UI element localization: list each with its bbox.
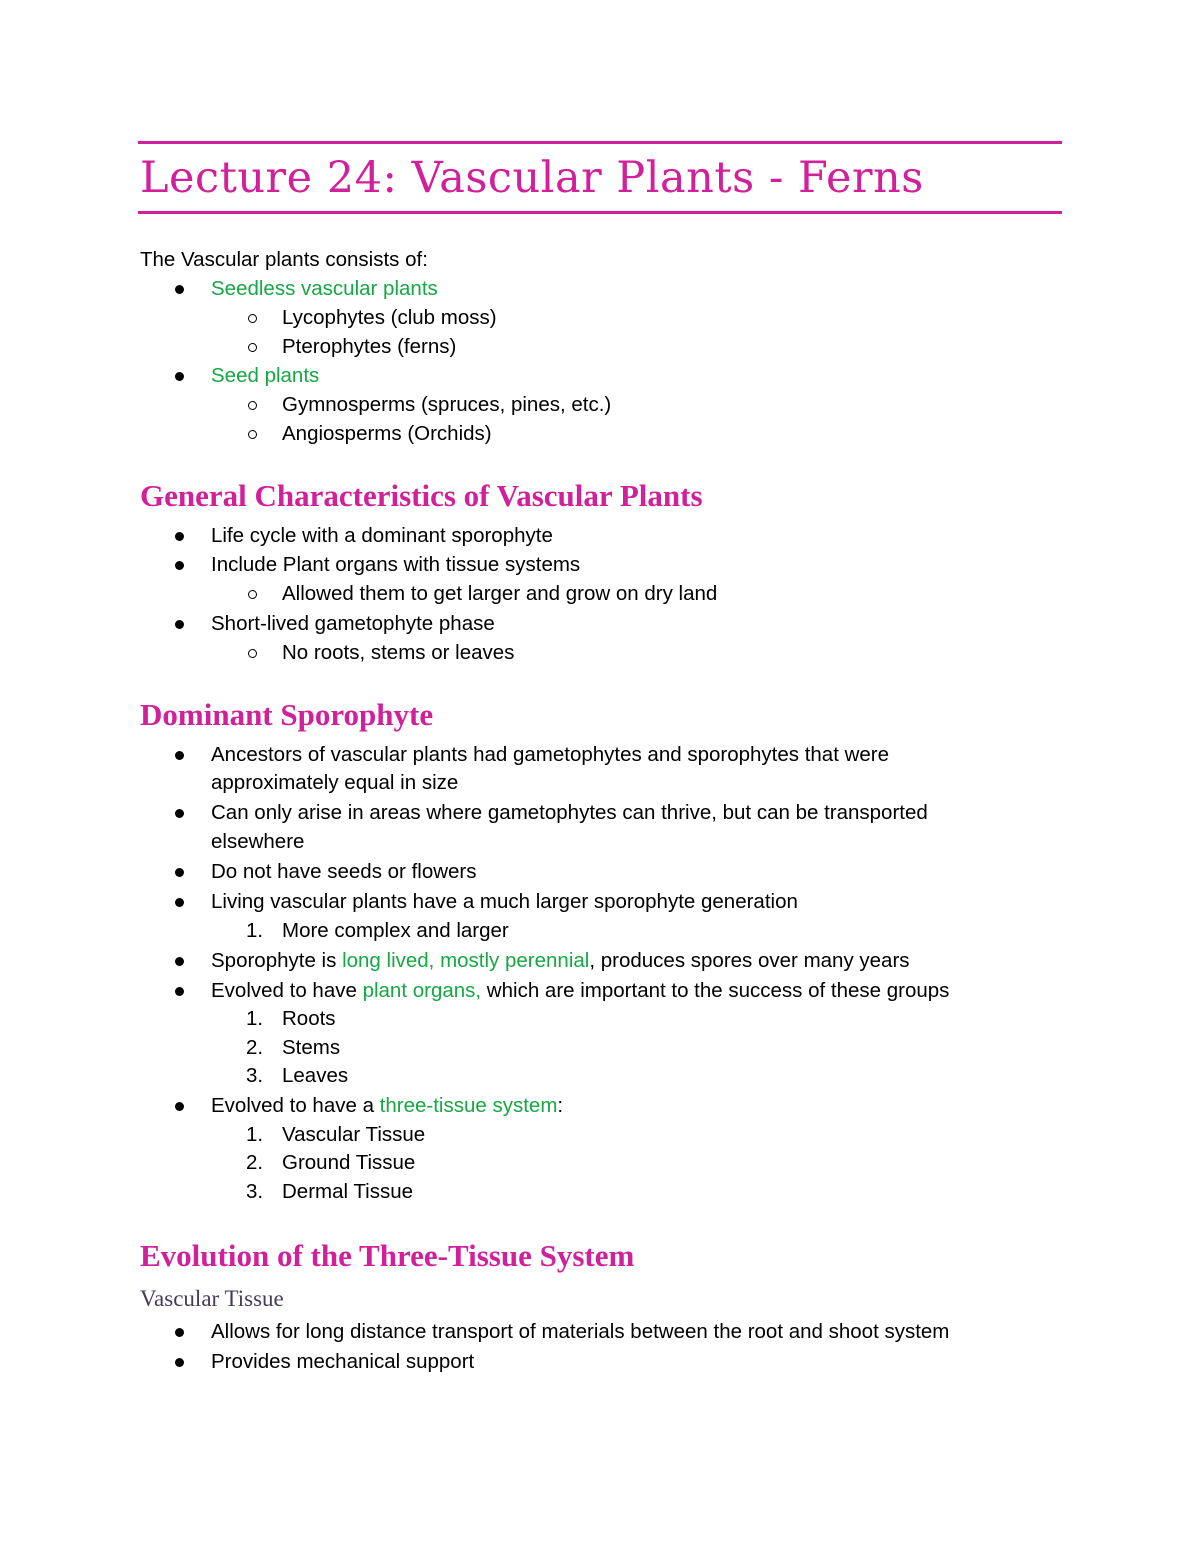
list-number: 3. (246, 1064, 264, 1087)
list-item (211, 1092, 563, 1120)
text-run: , produces spores over many years (589, 949, 910, 972)
intro-lead: The Vascular plants consists of: (140, 248, 428, 271)
circle-bullet-icon (248, 343, 257, 352)
highlight-text: three-tissue system (379, 1094, 558, 1117)
bullet-icon (175, 987, 184, 996)
list-item: Vascular Tissue (282, 1123, 426, 1146)
list-item: Angiosperms (Orchids) (282, 422, 492, 445)
list-item: Life cycle with a dominant sporophyte (211, 524, 553, 547)
text-run: : (557, 1094, 564, 1117)
list-item: Leaves (282, 1064, 349, 1087)
list-item: Do not have seeds or flowers (211, 860, 477, 883)
list-item: More complex and larger (282, 919, 509, 942)
list-item: No roots, stems or leaves (282, 641, 515, 664)
text-run: Sporophyte is (211, 949, 343, 972)
subsection-heading: Vascular Tissue (140, 1286, 284, 1311)
highlight-text: long lived, mostly perennial (342, 949, 590, 972)
bullet-icon (175, 868, 184, 877)
list-item: Include Plant organs with tissue systems (211, 553, 581, 576)
bullet-icon (175, 561, 184, 570)
list-item: Gymnosperms (spruces, pines, etc.) (282, 393, 612, 416)
circle-bullet-icon (248, 649, 257, 658)
list-number: 2. (246, 1036, 264, 1059)
list-item-continuation: approximately equal in size (211, 771, 459, 794)
list-item-continuation: elsewhere (211, 830, 305, 853)
list-item: Provides mechanical support (211, 1350, 475, 1373)
list-item: Ancestors of vascular plants had gametophytes and sporophytes that were (211, 743, 890, 766)
list-item (211, 977, 949, 1005)
list-item: Stems (282, 1036, 341, 1059)
list-number: 1. (246, 1123, 264, 1146)
bullet-icon (175, 620, 184, 629)
list-item: Ground Tissue (282, 1151, 416, 1174)
bullet-icon (175, 285, 184, 294)
bullet-icon (175, 372, 184, 381)
text-run: Evolved to have (211, 979, 363, 1002)
list-item: Dermal Tissue (282, 1180, 414, 1203)
highlight-text: plant organs, (362, 979, 482, 1002)
list-item: Lycophytes (club moss) (282, 306, 497, 329)
bullet-icon (175, 898, 184, 907)
section-heading-dominant: Dominant Sporophyte (140, 697, 434, 732)
list-item: Can only arise in areas where gametophytes can thrive, but can be transported (211, 801, 928, 824)
list-number: 1. (246, 1007, 264, 1030)
list-item: Seedless vascular plants (211, 277, 438, 300)
list-item (211, 947, 910, 975)
list-item: Living vascular plants have a much larger sporophyte generation (211, 890, 798, 913)
bullet-icon (175, 751, 184, 760)
circle-bullet-icon (248, 430, 257, 439)
list-item: Allows for long distance transport of materials between the root and shoot system (211, 1320, 950, 1343)
text-run: which are important to the success of these groups (481, 979, 950, 1002)
bullet-icon (175, 1328, 184, 1337)
list-item: Seed plants (211, 364, 320, 387)
circle-bullet-icon (248, 314, 257, 323)
list-number: 1. (246, 919, 264, 942)
title-rule-bottom (138, 211, 1062, 214)
title-rule-top (138, 141, 1062, 144)
list-item: Allowed them to get larger and grow on dry land (282, 582, 718, 605)
section-heading-general: General Characteristics of Vascular Plants (140, 478, 703, 513)
bullet-icon (175, 1358, 184, 1367)
list-item: Roots (282, 1007, 336, 1030)
list-item: Pterophytes (ferns) (282, 335, 457, 358)
bullet-icon (175, 957, 184, 966)
page-title: Lecture 24: Vascular Plants - Ferns (140, 153, 924, 203)
list-number: 3. (246, 1180, 264, 1203)
text-run: Evolved to have a (211, 1094, 380, 1117)
bullet-icon (175, 809, 184, 818)
bullet-icon (175, 1102, 184, 1111)
bullet-icon (175, 532, 184, 541)
section-heading-evolution: Evolution of the Three-Tissue System (140, 1238, 635, 1273)
list-number: 2. (246, 1151, 264, 1174)
list-item: Short-lived gametophyte phase (211, 612, 495, 635)
circle-bullet-icon (248, 590, 257, 599)
circle-bullet-icon (248, 401, 257, 410)
